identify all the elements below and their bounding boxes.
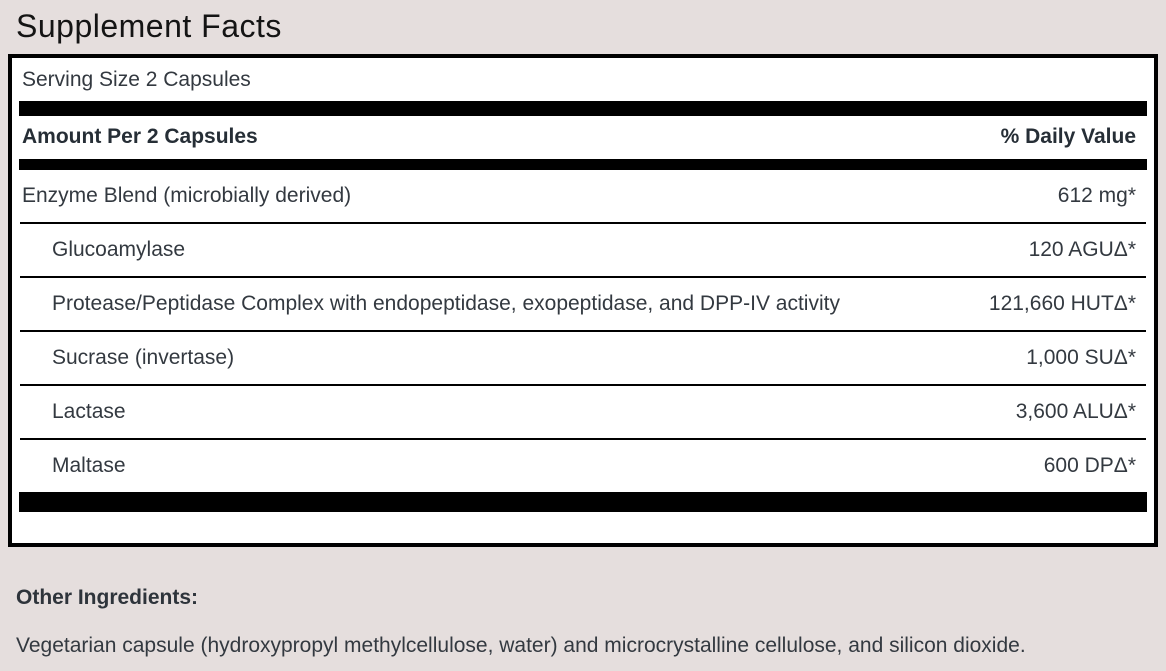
daily-value-label: % Daily Value (1000, 125, 1136, 149)
serving-size: Serving Size 2 Capsules (22, 68, 251, 92)
table-row (12, 224, 1154, 276)
ingredient-name: Enzyme Blend (microbially derived) (22, 184, 352, 208)
facts-panel (8, 54, 1158, 547)
other-ingredients-text: Vegetarian capsule (hydroxypropyl methylcellulose, water) and microcrystalline cellulose, and silicon dioxide. (16, 634, 1026, 658)
other-ingredients-heading: Other Ingredients: (16, 586, 199, 610)
table-row (12, 170, 1154, 222)
ingredient-amount: 1,000 SUΔ* (1026, 346, 1136, 370)
table-row (12, 278, 1154, 330)
ingredient-amount: 600 DPΔ* (1043, 454, 1136, 478)
ingredient-amount: 120 AGUΔ* (1028, 238, 1136, 262)
ingredient-name: Maltase (52, 454, 126, 478)
amount-per-label: Amount Per 2 Capsules (22, 125, 258, 149)
ingredient-amount: 3,600 ALUΔ* (1015, 400, 1136, 424)
divider-bar-medium (19, 159, 1147, 170)
divider-bar-bottom (19, 492, 1147, 512)
ingredient-name: Sucrase (invertase) (52, 346, 235, 370)
table-row (12, 440, 1154, 492)
ingredient-amount: 612 mg* (1057, 184, 1136, 208)
supplement-facts-label (0, 7, 1166, 671)
ingredient-name: Protease/Peptidase Complex with endopeptidase, exopeptidase, and DPP-IV activity (52, 292, 840, 316)
ingredient-name: Lactase (52, 400, 126, 424)
divider-bar-thick (19, 101, 1147, 116)
page-title: Supplement Facts (16, 8, 282, 44)
ingredient-amount: 121,660 HUTΔ* (988, 292, 1136, 316)
table-row (12, 332, 1154, 384)
panel-header-row (12, 116, 1154, 159)
ingredient-name: Glucoamylase (52, 238, 186, 262)
table-row (12, 386, 1154, 438)
